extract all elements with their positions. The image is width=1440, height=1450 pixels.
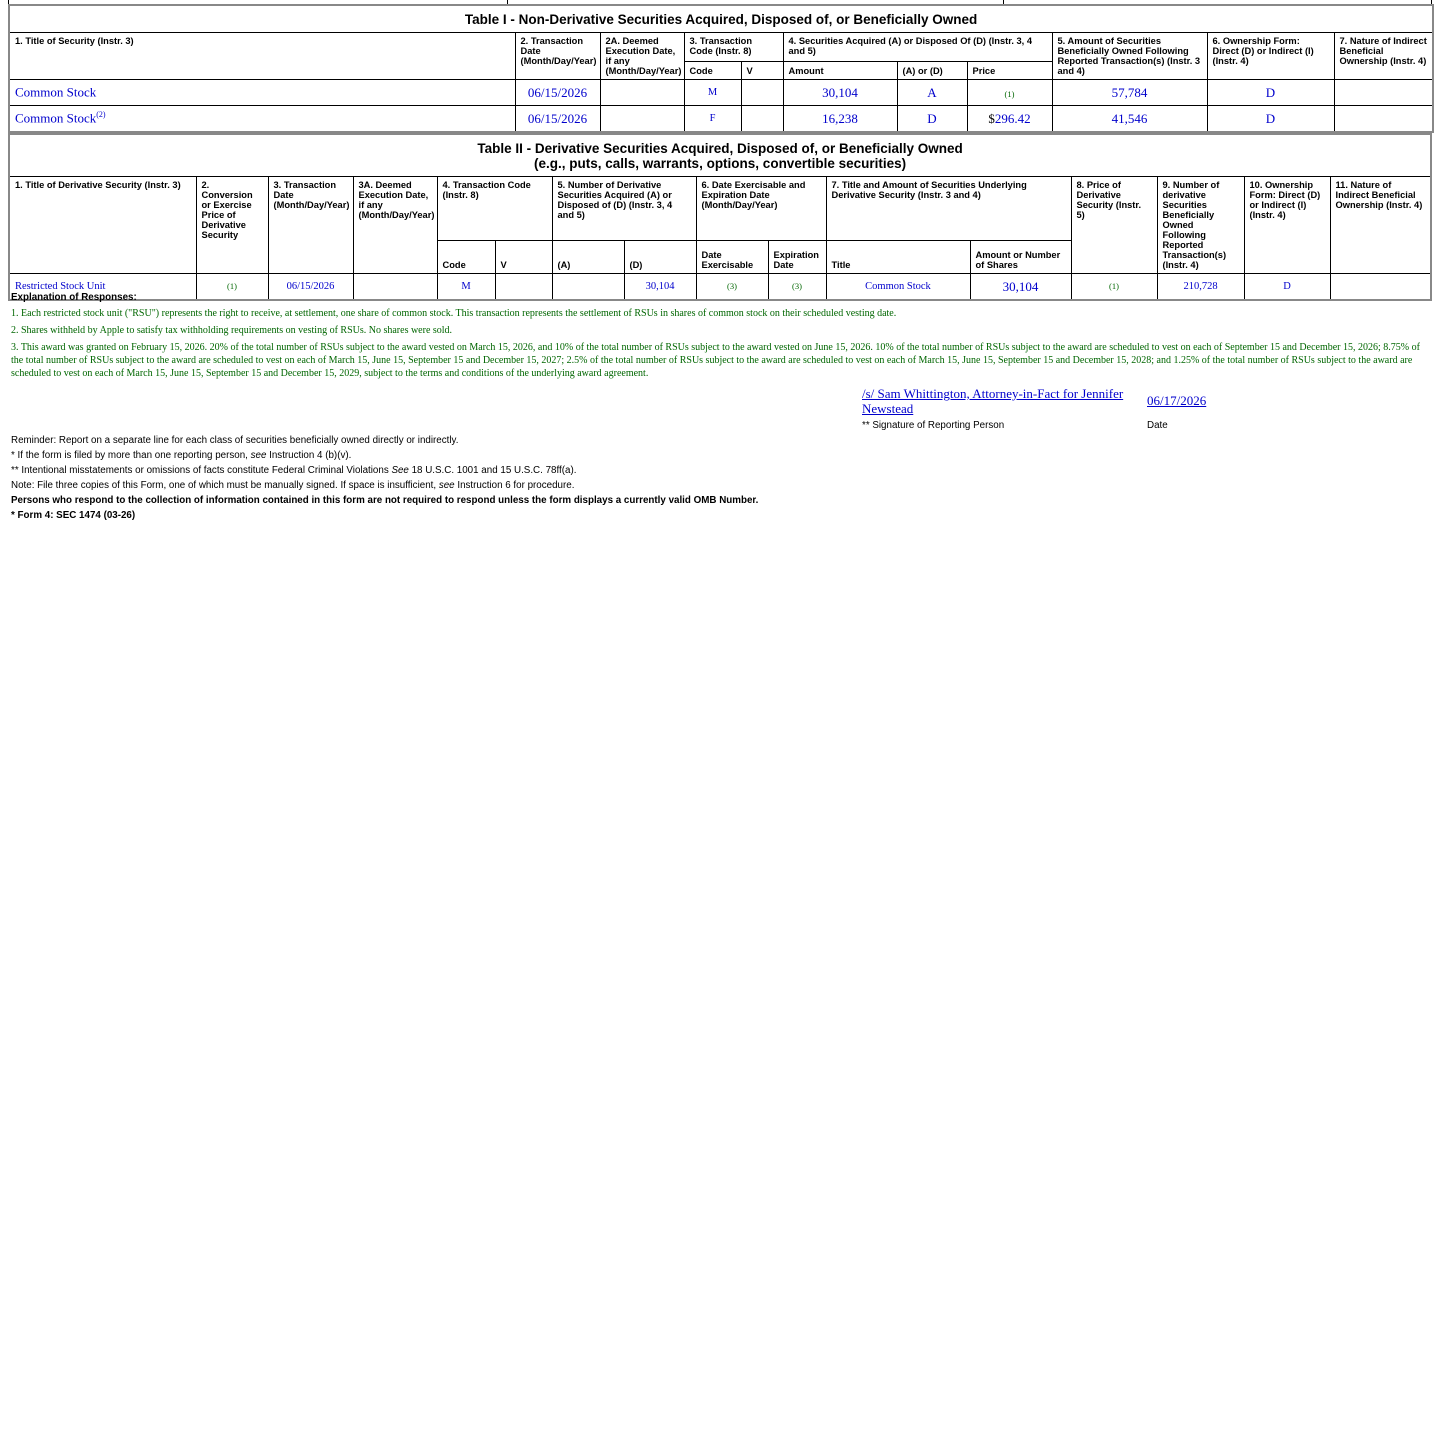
header-nature-of-ownership: 7. Nature of Indirect Beneficial Ownership (Instr. 4) (1334, 33, 1433, 80)
cell-nature (1334, 106, 1433, 133)
subheader-underlying-title: Title (826, 241, 970, 274)
footnote-1: 1. Each restricted stock unit ("RSU") represents the right to receive, at settlement, one share of common stock. This transaction represents the settlement of RSUs in shares of common stock on their scheduled vesting date. (11, 308, 897, 319)
omb-notice: Persons who respond to the collection of information contained in this form are not required to respond unless the form displays a currently valid OMB Number. (11, 495, 759, 506)
table-non-derivative (8, 4, 1434, 133)
subheader-amount: Amount (783, 61, 897, 79)
cell-amount: 30,104 (783, 80, 897, 106)
cell-nature (1334, 80, 1433, 106)
cell-v (741, 106, 783, 133)
cell-deemed (600, 80, 684, 106)
table-row (9, 80, 1433, 106)
previous-table-edge (8, 0, 1432, 4)
header-transaction-date: 2. Transaction Date (Month/Day/Year) (515, 33, 600, 80)
cell-price: $296.42 (967, 106, 1052, 133)
cell-owned: 57,784 (1052, 80, 1207, 106)
table-derivative (8, 133, 1432, 301)
header-securities-acquired-disposed: 4. Securities Acquired (A) or Disposed Of (D) (Instr. 3, 4 and 5) (783, 33, 1052, 62)
header-transaction-code: 4. Transaction Code (Instr. 8) (437, 177, 552, 241)
cell-price: (1) (967, 80, 1052, 106)
cell-disposed: 30,104 (624, 274, 696, 301)
cell-owned: 210,728 (1157, 274, 1244, 301)
cell-code: M (684, 80, 741, 106)
cell-expiration-date: (3) (768, 274, 826, 301)
cell-v (741, 80, 783, 106)
signature-name: /s/ Sam Whittington, Attorney-in-Fact for Jennifer Newstead (862, 386, 1124, 416)
header-price-of-derivative: 8. Price of Derivative Security (Instr. 5) (1071, 177, 1157, 274)
cell-owned: 41,546 (1052, 106, 1207, 133)
subheader-code: Code (437, 241, 495, 274)
header-conversion-price: 2. Conversion or Exercise Price of Derivative Security (196, 177, 268, 274)
subheader-v: V (741, 61, 783, 79)
cell-date: 06/15/2026 (268, 274, 353, 301)
cell-code: M (437, 274, 495, 301)
header-deemed-execution-date: 3A. Deemed Execution Date, if any (Month/Day/Year) (353, 177, 437, 274)
subheader-code: Code (684, 61, 741, 79)
cell-date-exercisable: (3) (696, 274, 768, 301)
cell-amount: 16,238 (783, 106, 897, 133)
subheader-price: Price (967, 61, 1052, 79)
cell-price: (1) (1071, 274, 1157, 301)
header-title-of-derivative: 1. Title of Derivative Security (Instr. 3) (9, 177, 196, 274)
cell-form: D (1207, 106, 1334, 133)
header-deemed-execution-date: 2A. Deemed Execution Date, if any (Month/Day/Year) (600, 33, 684, 80)
cell-form: D (1244, 274, 1330, 301)
cell-deemed (353, 274, 437, 301)
copies-note: Note: File three copies of this Form, one of which must be manually signed. If space is insufficient, see Instruction 6 for procedure. (11, 480, 575, 491)
subheader-expiration-date: Expiration Date (768, 241, 826, 274)
subheader-date-exercisable: Date Exercisable (696, 241, 768, 274)
subheader-acquired: (A) (552, 241, 624, 274)
header-amount-owned: 5. Amount of Securities Beneficially Owned Following Reported Transaction(s) (Instr. 3 and 4) (1052, 33, 1207, 80)
header-number-of-derivatives: 5. Number of Derivative Securities Acquired (A) or Disposed of (D) (Instr. 3, 4 and 5) (552, 177, 696, 241)
form-identifier: * Form 4: SEC 1474 (03-26) (11, 510, 136, 521)
header-title-of-security: 1. Title of Security (Instr. 3) (9, 33, 515, 80)
subheader-underlying-amount: Amount or Number of Shares (970, 241, 1071, 274)
cell-code: F (684, 106, 741, 133)
cell-a-or-d: A (897, 80, 967, 106)
cell-title: Common Stock$^{(2)}$ (9, 106, 515, 133)
cell-nature (1330, 274, 1431, 301)
header-derivatives-owned: 9. Number of derivative Securities Beneficially Owned Following Reported Transaction(s) (Instr. 4) (1157, 177, 1244, 274)
cell-form: D (1207, 80, 1334, 106)
form-container (8, 0, 1432, 301)
header-transaction-code: 3. Transaction Code (Instr. 8) (684, 33, 783, 62)
cell-acquired (552, 274, 624, 301)
cell-underlying-title: Common Stock (826, 274, 970, 301)
table-row (9, 274, 1431, 301)
cell-underlying-amount: 30,104 (970, 274, 1071, 301)
cell-conversion: (1) (196, 274, 268, 301)
footnote-3: 3. This award was granted on February 15, 2026. 20% of the total number of RSUs subject to the award vested on March 15, 2026, and 10% of the total number of RSUs subject to the award vested on June 15, 2026. 10% of the total number of RSUs subject to the award are scheduled to vest on each of September 15 and December 15, 2026; 8.75% of the total number of RSUs subject to the award are scheduled to vest on each of March 15, June 15, September 15 and December 15, 2027; 2.5% of the total number of RSUs subject to the award are scheduled to vest on each of March 15, June 15, September 15 and December 15, 2028; and 1.25% of the total number of RSUs subject to the award are scheduled to vest on each of March 15, June 15, September 15 and December 15, 2029, subject to the terms and conditions of the underlying award agreement. (11, 342, 1420, 379)
subheader-disposed: (D) (624, 241, 696, 274)
header-transaction-date: 3. Transaction Date (Month/Day/Year) (268, 177, 353, 274)
cell-title: Common Stock (9, 80, 515, 106)
header-underlying-securities: 7. Title and Amount of Securities Underlying Derivative Security (Instr. 3 and 4) (826, 177, 1071, 241)
cell-v (495, 274, 552, 301)
cell-title: Restricted Stock Unit (9, 274, 196, 301)
multiple-persons-note: * If the form is filed by more than one reporting person, see Instruction 4 (b)(v). (11, 450, 352, 461)
signature-date: 06/17/2026 (1147, 393, 1207, 408)
header-nature-of-ownership: 11. Nature of Indirect Beneficial Ownership (Instr. 4) (1330, 177, 1431, 274)
table-row (9, 106, 1433, 133)
table-i-title: Table I - Non-Derivative Securities Acquired, Disposed of, or Beneficially Owned (9, 5, 1433, 33)
date-label: Date (1147, 420, 1168, 431)
footnote-2: 2. Shares withheld by Apple to satisfy tax withholding requirements on vesting of RSUs. No shares were sold. (11, 325, 453, 336)
reminder-text: Reminder: Report on a separate line for each class of securities beneficially owned directly or indirectly. (11, 435, 459, 446)
subheader-v: V (495, 241, 552, 274)
cell-deemed (600, 106, 684, 133)
criminal-violations-note: ** Intentional misstatements or omissions of facts constitute Federal Criminal Violations See 18 U.S.C. 1001 and 15 U.S.C. 78ff(a). (11, 465, 577, 476)
explanation-heading: Explanation of Responses: (11, 292, 137, 303)
cell-date: 06/15/2026 (515, 80, 600, 106)
signature-label: ** Signature of Reporting Person (862, 420, 1005, 431)
header-ownership-form: 6. Ownership Form: Direct (D) or Indirect (I) (Instr. 4) (1207, 33, 1334, 80)
cell-date: 06/15/2026 (515, 106, 600, 133)
subheader-a-or-d: (A) or (D) (897, 61, 967, 79)
table-ii-title: Table II - Derivative Securities Acquired, Disposed of, or Beneficially Owned (e.g., puts, calls, warrants, options, convertible securities) (9, 134, 1431, 177)
cell-a-or-d: D (897, 106, 967, 133)
header-date-exercisable-expiration: 6. Date Exercisable and Expiration Date (Month/Day/Year) (696, 177, 826, 241)
header-ownership-form: 10. Ownership Form: Direct (D) or Indirect (I) (Instr. 4) (1244, 177, 1330, 274)
